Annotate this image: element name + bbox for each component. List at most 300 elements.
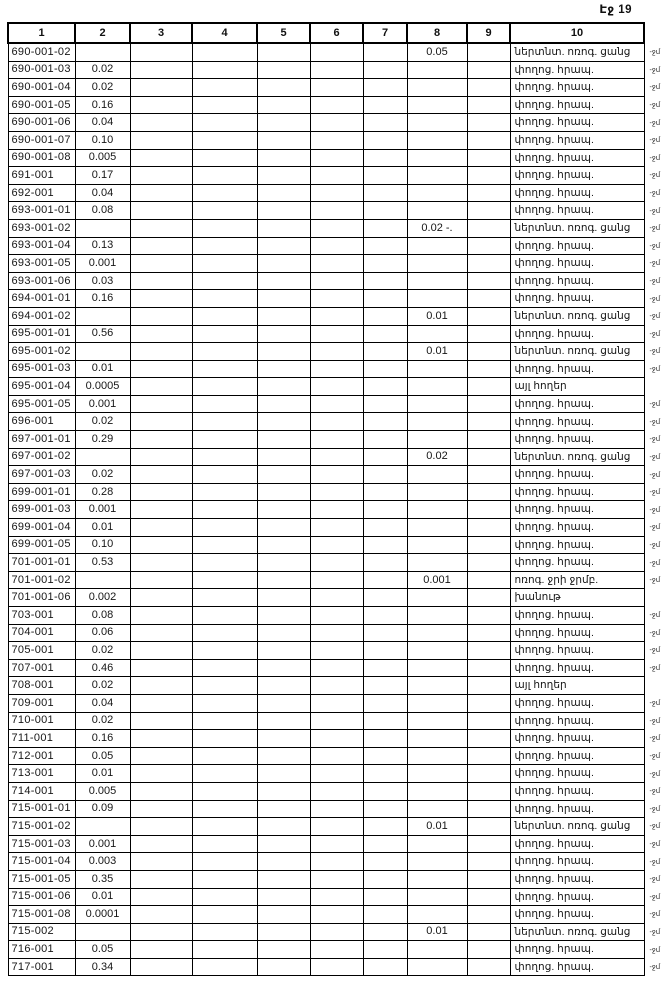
- scan-edge-artifact: -ջմ: [649, 225, 661, 233]
- cell-col6: [310, 906, 363, 924]
- table-row: [8, 870, 663, 888]
- cell-col9: [467, 255, 510, 273]
- table-header-row: [8, 23, 663, 43]
- cell-land-use: փողոց. հրապ.: [510, 114, 644, 132]
- cell-col5: [257, 184, 310, 202]
- cell-col6: [310, 114, 363, 132]
- cell-col4: [192, 431, 257, 449]
- scan-edge-artifact: -ջմ: [649, 506, 661, 514]
- cell-area-col2: 0.02: [75, 466, 130, 484]
- table-row: [8, 642, 663, 660]
- cell-land-use: փողոց. հրապ.: [510, 906, 644, 924]
- table-row: [8, 536, 663, 554]
- margin-header-spacer: [644, 23, 663, 43]
- cell-land-use: փողոց. հրապ.: [510, 536, 644, 554]
- cell-col4: [192, 659, 257, 677]
- cell-col7: [363, 255, 407, 273]
- cell-col7: [363, 730, 407, 748]
- scan-edge-artifact: -ջմ: [649, 788, 661, 796]
- cell-parcel-code: 707-001: [8, 659, 75, 677]
- cell-land-use: ներտնտ. ոռոգ. ցանց: [510, 818, 644, 836]
- cell-col5: [257, 114, 310, 132]
- scan-edge-artifact: -ջմ: [649, 489, 661, 497]
- cell-area-col2: 0.03: [75, 272, 130, 290]
- cell-parcel-code: 690-001-07: [8, 131, 75, 149]
- cell-col6: [310, 325, 363, 343]
- cell-col4: [192, 870, 257, 888]
- cell-col9: [467, 290, 510, 308]
- cell-col9: [467, 466, 510, 484]
- cell-col3: [130, 888, 192, 906]
- table-row: [8, 818, 663, 836]
- scan-edge-artifact: -ջմ: [649, 770, 661, 778]
- cell-col4: [192, 395, 257, 413]
- cell-land-use: փողոց. հրապ.: [510, 325, 644, 343]
- cell-area-col8: [407, 607, 467, 625]
- cell-land-use: փողոց. հրապ.: [510, 61, 644, 79]
- cell-col3: [130, 765, 192, 783]
- cell-col5: [257, 888, 310, 906]
- cell-col3: [130, 61, 192, 79]
- cell-area-col2: 0.01: [75, 519, 130, 537]
- cell-col6: [310, 61, 363, 79]
- table-row: [8, 483, 663, 501]
- cell-col7: [363, 272, 407, 290]
- cell-parcel-code: 692-001: [8, 184, 75, 202]
- table-row: [8, 114, 663, 132]
- cell-col3: [130, 906, 192, 924]
- cell-col4: [192, 888, 257, 906]
- cell-col7: [363, 818, 407, 836]
- cell-col3: [130, 554, 192, 572]
- scan-edge-artifact: -ջմ: [649, 137, 661, 145]
- cell-col3: [130, 114, 192, 132]
- cell-parcel-code: 716-001: [8, 941, 75, 959]
- cell-col6: [310, 800, 363, 818]
- cell-col4: [192, 571, 257, 589]
- cell-col7: [363, 941, 407, 959]
- cell-col9: [467, 589, 510, 607]
- cell-col7: [363, 96, 407, 114]
- cell-col9: [467, 237, 510, 255]
- cell-area-col8: [407, 589, 467, 607]
- cell-col6: [310, 958, 363, 976]
- cell-col3: [130, 131, 192, 149]
- cell-col6: [310, 624, 363, 642]
- cell-col6: [310, 589, 363, 607]
- cell-parcel-code: 695-001-03: [8, 360, 75, 378]
- cell-col3: [130, 483, 192, 501]
- table-row: [8, 466, 663, 484]
- cell-col6: [310, 694, 363, 712]
- cell-area-col8: [407, 184, 467, 202]
- page-number: Էջ 19: [599, 4, 632, 16]
- cell-col3: [130, 96, 192, 114]
- cell-col7: [363, 290, 407, 308]
- column-header-7: 7: [363, 23, 407, 43]
- cell-col6: [310, 131, 363, 149]
- cell-col4: [192, 272, 257, 290]
- table-row: [8, 677, 663, 695]
- cell-col6: [310, 782, 363, 800]
- cell-area-col8: [407, 325, 467, 343]
- cell-land-use: ներտնտ. ոռոգ. ցանց: [510, 923, 644, 941]
- cell-col6: [310, 237, 363, 255]
- cell-parcel-code: 711-001: [8, 730, 75, 748]
- cell-col5: [257, 272, 310, 290]
- cell-col3: [130, 343, 192, 361]
- cell-land-use: այլ հողեր: [510, 378, 644, 396]
- table-row: [8, 131, 663, 149]
- table-row: [8, 923, 663, 941]
- scan-edge-artifact: -ջմ: [649, 964, 661, 972]
- cell-col9: [467, 61, 510, 79]
- cell-col7: [363, 79, 407, 97]
- cell-col9: [467, 325, 510, 343]
- cell-area-col8: [407, 906, 467, 924]
- cell-col6: [310, 536, 363, 554]
- cell-area-col8: [407, 431, 467, 449]
- cell-col7: [363, 677, 407, 695]
- cell-area-col8: [407, 501, 467, 519]
- scan-edge-artifact: -ջմ: [649, 66, 661, 74]
- cell-land-use: փողոց. հրապ.: [510, 413, 644, 431]
- table-row: [8, 694, 663, 712]
- cell-parcel-code: 690-001-03: [8, 61, 75, 79]
- scan-edge-artifact: -ջմ: [649, 471, 661, 479]
- cell-col9: [467, 941, 510, 959]
- cell-col7: [363, 431, 407, 449]
- cell-land-use: փողոց. հրապ.: [510, 237, 644, 255]
- cell-parcel-code: 710-001: [8, 712, 75, 730]
- cell-col7: [363, 694, 407, 712]
- cell-parcel-code: 690-001-02: [8, 43, 75, 61]
- scan-edge-artifact: -ջմ: [649, 876, 661, 884]
- cell-parcel-code: 709-001: [8, 694, 75, 712]
- cell-col6: [310, 835, 363, 853]
- cell-area-col8: 0.01: [407, 343, 467, 361]
- cell-col4: [192, 96, 257, 114]
- cell-area-col2: [75, 43, 130, 61]
- cell-col7: [363, 61, 407, 79]
- cell-parcel-code: 694-001-02: [8, 307, 75, 325]
- cell-col7: [363, 642, 407, 660]
- cell-land-use: փողոց. հրապ.: [510, 870, 644, 888]
- cell-col9: [467, 765, 510, 783]
- cell-land-use: փողոց. հրապ.: [510, 712, 644, 730]
- cell-col9: [467, 184, 510, 202]
- scan-edge-artifact: -ջմ: [649, 260, 661, 268]
- cell-col4: [192, 167, 257, 185]
- cell-col4: [192, 290, 257, 308]
- cell-col7: [363, 853, 407, 871]
- cell-col5: [257, 747, 310, 765]
- cell-col7: [363, 589, 407, 607]
- cell-col7: [363, 307, 407, 325]
- cell-col4: [192, 378, 257, 396]
- cell-col3: [130, 501, 192, 519]
- table-row: [8, 906, 663, 924]
- scan-edge-artifact: -ջմ: [649, 418, 661, 426]
- cell-land-use: փողոց. հրապ.: [510, 255, 644, 273]
- cell-area-col2: 0.16: [75, 290, 130, 308]
- cell-land-use: փողոց. հրապ.: [510, 96, 644, 114]
- cell-area-col8: [407, 536, 467, 554]
- cell-area-col2: 0.02: [75, 712, 130, 730]
- cell-col9: [467, 906, 510, 924]
- cell-area-col8: 0.05: [407, 43, 467, 61]
- cell-col6: [310, 202, 363, 220]
- cell-col3: [130, 607, 192, 625]
- cell-area-col2: 0.0005: [75, 378, 130, 396]
- cell-area-col8: [407, 79, 467, 97]
- cell-col9: [467, 79, 510, 97]
- cell-area-col8: 0.02 -.: [407, 219, 467, 237]
- cell-land-use: փողոց. հրապ.: [510, 167, 644, 185]
- cell-col4: [192, 307, 257, 325]
- cell-col3: [130, 413, 192, 431]
- table-row: [8, 747, 663, 765]
- cell-area-col2: 0.04: [75, 694, 130, 712]
- cell-parcel-code: 699-001-03: [8, 501, 75, 519]
- cell-col6: [310, 167, 363, 185]
- cell-col6: [310, 712, 363, 730]
- cell-area-col8: [407, 800, 467, 818]
- cell-area-col8: [407, 870, 467, 888]
- cell-col5: [257, 712, 310, 730]
- cell-col5: [257, 466, 310, 484]
- cell-col5: [257, 677, 310, 695]
- cell-area-col8: [407, 61, 467, 79]
- scan-edge-artifact: -ջմ: [649, 841, 661, 849]
- cell-col7: [363, 167, 407, 185]
- cell-parcel-code: 693-001-06: [8, 272, 75, 290]
- cell-area-col2: 0.04: [75, 114, 130, 132]
- cell-col9: [467, 730, 510, 748]
- cell-col7: [363, 131, 407, 149]
- cell-col3: [130, 941, 192, 959]
- table-row: [8, 219, 663, 237]
- cell-area-col8: [407, 466, 467, 484]
- cell-col7: [363, 519, 407, 537]
- cell-land-use: փողոց. հրապ.: [510, 483, 644, 501]
- cell-col6: [310, 870, 363, 888]
- cell-col5: [257, 325, 310, 343]
- cell-area-col2: 0.17: [75, 167, 130, 185]
- scan-edge-artifact: -ջմ: [649, 84, 661, 92]
- cell-area-col8: [407, 237, 467, 255]
- cell-col9: [467, 431, 510, 449]
- cell-col4: [192, 219, 257, 237]
- scan-edge-artifact: -ջմ: [649, 401, 661, 409]
- cell-col4: [192, 184, 257, 202]
- cell-land-use: փողոց. հրապ.: [510, 800, 644, 818]
- cell-col3: [130, 659, 192, 677]
- cell-parcel-code: 715-001-04: [8, 853, 75, 871]
- cell-col3: [130, 43, 192, 61]
- cell-col4: [192, 519, 257, 537]
- scan-edge-artifact: -ջմ: [649, 629, 661, 637]
- cell-area-col2: [75, 818, 130, 836]
- cell-area-col8: [407, 131, 467, 149]
- cell-area-col2: 0.56: [75, 325, 130, 343]
- cell-col9: [467, 149, 510, 167]
- scan-edge-artifact: -ջմ: [649, 102, 661, 110]
- cell-col3: [130, 800, 192, 818]
- cell-parcel-code: 714-001: [8, 782, 75, 800]
- table-row: [8, 255, 663, 273]
- cell-area-col2: 0.10: [75, 536, 130, 554]
- cell-col4: [192, 79, 257, 97]
- cell-col9: [467, 43, 510, 61]
- cell-parcel-code: 699-001-01: [8, 483, 75, 501]
- cell-col9: [467, 413, 510, 431]
- scan-edge-artifact: -ջմ: [649, 911, 661, 919]
- cell-area-col2: 0.01: [75, 360, 130, 378]
- cell-parcel-code: 701-001-02: [8, 571, 75, 589]
- cell-col6: [310, 642, 363, 660]
- cell-col6: [310, 219, 363, 237]
- cell-col7: [363, 378, 407, 396]
- cell-col7: [363, 325, 407, 343]
- cell-area-col2: 0.005: [75, 149, 130, 167]
- table-row: [8, 184, 663, 202]
- cell-col6: [310, 343, 363, 361]
- cell-col7: [363, 184, 407, 202]
- scan-edge-artifact: -ջմ: [649, 858, 661, 866]
- cell-land-use: փողոց. հրապ.: [510, 958, 644, 976]
- cell-col4: [192, 149, 257, 167]
- cell-parcel-code: 717-001: [8, 958, 75, 976]
- cell-col3: [130, 219, 192, 237]
- cell-col5: [257, 483, 310, 501]
- cell-col5: [257, 413, 310, 431]
- table-row: [8, 431, 663, 449]
- land-records-table: [7, 22, 663, 976]
- cell-area-col8: [407, 659, 467, 677]
- cell-area-col8: 0.01: [407, 923, 467, 941]
- cell-area-col8: [407, 360, 467, 378]
- scan-edge-artifact: -ջմ: [649, 612, 661, 620]
- cell-col4: [192, 202, 257, 220]
- table-row: [8, 96, 663, 114]
- cell-land-use: փողոց. հրապ.: [510, 202, 644, 220]
- table-row: [8, 202, 663, 220]
- cell-area-col8: [407, 958, 467, 976]
- cell-col3: [130, 272, 192, 290]
- cell-col4: [192, 114, 257, 132]
- cell-area-col2: 0.003: [75, 853, 130, 871]
- cell-parcel-code: 695-001-04: [8, 378, 75, 396]
- cell-area-col2: [75, 923, 130, 941]
- cell-col9: [467, 571, 510, 589]
- scan-edge-artifact: -ջմ: [649, 928, 661, 936]
- scan-edge-artifact: [644, 378, 663, 396]
- cell-area-col8: [407, 694, 467, 712]
- cell-col6: [310, 184, 363, 202]
- table-row: [8, 624, 663, 642]
- cell-area-col2: 0.46: [75, 659, 130, 677]
- cell-area-col2: 0.05: [75, 747, 130, 765]
- table-row: [8, 712, 663, 730]
- cell-col4: [192, 43, 257, 61]
- column-header-5: 5: [257, 23, 310, 43]
- cell-col4: [192, 501, 257, 519]
- cell-col6: [310, 378, 363, 396]
- scan-edge-artifact: -ջմ: [649, 348, 661, 356]
- cell-col9: [467, 272, 510, 290]
- cell-land-use: խանութ: [510, 589, 644, 607]
- cell-land-use: փողոց. հրապ.: [510, 941, 644, 959]
- cell-col7: [363, 202, 407, 220]
- cell-parcel-code: 715-001-01: [8, 800, 75, 818]
- cell-area-col8: [407, 413, 467, 431]
- table-row: [8, 167, 663, 185]
- cell-col6: [310, 765, 363, 783]
- scan-edge-artifact: -ջմ: [649, 893, 661, 901]
- cell-land-use: փողոց. հրապ.: [510, 642, 644, 660]
- cell-col7: [363, 958, 407, 976]
- cell-parcel-code: 690-001-04: [8, 79, 75, 97]
- cell-col3: [130, 290, 192, 308]
- cell-col4: [192, 554, 257, 572]
- cell-land-use: փողոց. հրապ.: [510, 519, 644, 537]
- table-row: [8, 448, 663, 466]
- cell-col6: [310, 149, 363, 167]
- cell-col4: [192, 343, 257, 361]
- cell-area-col8: 0.01: [407, 307, 467, 325]
- cell-col5: [257, 360, 310, 378]
- cell-col3: [130, 378, 192, 396]
- cell-area-col2: 0.02: [75, 413, 130, 431]
- cell-col7: [363, 624, 407, 642]
- cell-col3: [130, 237, 192, 255]
- cell-area-col8: [407, 747, 467, 765]
- cell-area-col2: [75, 343, 130, 361]
- cell-col5: [257, 870, 310, 888]
- cell-col5: [257, 519, 310, 537]
- cell-area-col2: 0.35: [75, 870, 130, 888]
- cell-area-col2: 0.001: [75, 501, 130, 519]
- table-row: [8, 343, 663, 361]
- cell-col7: [363, 554, 407, 572]
- cell-col4: [192, 237, 257, 255]
- cell-col5: [257, 818, 310, 836]
- cell-col4: [192, 607, 257, 625]
- table-row: [8, 554, 663, 572]
- cell-area-col8: [407, 712, 467, 730]
- cell-col6: [310, 431, 363, 449]
- cell-col6: [310, 413, 363, 431]
- scan-edge-artifact: -ջմ: [649, 190, 661, 198]
- cell-col7: [363, 536, 407, 554]
- cell-area-col2: 0.08: [75, 202, 130, 220]
- cell-col5: [257, 307, 310, 325]
- table-row: [8, 589, 663, 607]
- column-header-10: 10: [510, 23, 644, 43]
- cell-parcel-code: 696-001: [8, 413, 75, 431]
- cell-col6: [310, 360, 363, 378]
- cell-land-use: ներտնտ. ոռոգ. ցանց: [510, 307, 644, 325]
- cell-col4: [192, 712, 257, 730]
- cell-col4: [192, 818, 257, 836]
- cell-col5: [257, 202, 310, 220]
- cell-area-col8: [407, 378, 467, 396]
- cell-col6: [310, 466, 363, 484]
- table-row: [8, 941, 663, 959]
- cell-col9: [467, 870, 510, 888]
- cell-col9: [467, 888, 510, 906]
